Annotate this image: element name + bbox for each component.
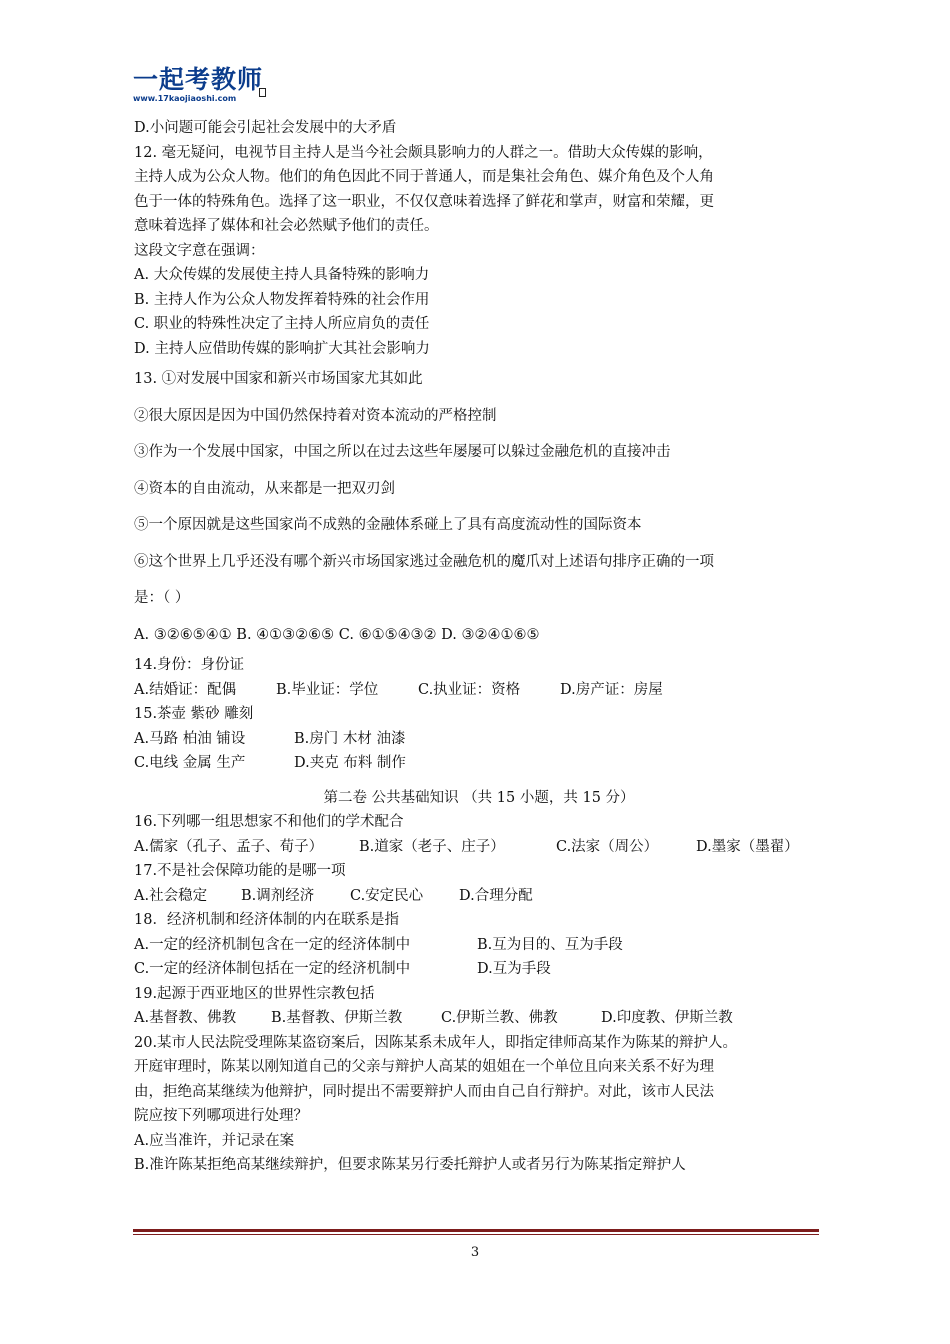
q20-option-a: A.应当准许，并记录在案	[134, 1132, 295, 1149]
q16-option-b: B.道家（老子、庄子）	[359, 838, 505, 855]
q16-option-a: A.儒家（孔子、孟子、荀子）	[134, 838, 324, 855]
q18-option-c: C.一定的经济体制包括在一定的经济机制中	[134, 961, 411, 977]
q15-options-row-2	[134, 751, 824, 776]
q19-stem: 19.起源于西亚地区的世界性宗教包括	[134, 985, 375, 1002]
logo-text: 一起考教师	[133, 65, 264, 94]
q12-option-c: C. 职业的特殊性决定了主持人所应肩负的责任	[134, 316, 430, 332]
q15-option-a: A.马路 柏油 铺设	[134, 730, 246, 747]
document-body	[134, 116, 824, 1178]
q13-line-3: ③作为一个发展中国家，中国之所以在过去这些年屡屡可以躲过金融危机的直接冲击	[134, 444, 671, 460]
q14-option-b: B.毕业证：学位	[276, 681, 379, 698]
q20-stem-line-2: 开庭审理时，陈某以刚知道自己的父亲与辩护人高某的姐姐在一个单位且向来关系不好为理	[134, 1059, 714, 1075]
q17-options	[134, 884, 824, 909]
footer-rule-thin	[133, 1234, 819, 1235]
q13-line-1: 13. ①对发展中国家和新兴市场国家尤其如此	[134, 371, 423, 387]
q19-option-c: C.伊斯兰教、佛教	[441, 1010, 558, 1026]
q16-stem: 16.下列哪一组思想家不和他们的学术配合	[134, 814, 404, 830]
q12-prompt: 这段文字意在强调：	[134, 242, 265, 259]
q19-options	[134, 1006, 824, 1031]
q19-option-a: A.基督教、佛教	[134, 1010, 237, 1026]
q20-stem-line-1: 20.某市人民法院受理陈某盗窃案后，因陈某系未成年人，即指定律师高某作为陈某的辩护人。	[134, 1034, 738, 1051]
q12-stem-line-3: 色于一体的特殊角色。选择了这一职业，不仅仅意味着选择了鲜花和掌声，财富和荣耀，更	[134, 193, 714, 210]
q12-stem-line-1: 12. 毫无疑问，电视节目主持人是当今社会颇具影响力的人群之一。借助大众传媒的影响，	[134, 144, 713, 161]
q13-line-6: ⑥这个世界上几乎还没有哪个新兴市场国家逃过金融危机的魔爪对上述语句排序正确的一项	[134, 553, 714, 570]
logo-box-glyph	[259, 88, 266, 97]
q14-option-a: A.结婚证：配偶	[134, 681, 237, 698]
q20-stem-line-3: 由，拒绝高某继续为他辩护，同时提出不需要辩护人而由自己自行辩护。对此，该市人民法	[134, 1083, 714, 1100]
q16-option-d: D.墨家（墨翟）	[696, 838, 799, 855]
q14-options	[134, 678, 824, 703]
q15-options-row-1	[134, 727, 824, 752]
q15-stem: 15.茶壶 紫砂 雕刻	[134, 706, 254, 722]
q16-option-c: C.法家（周公）	[556, 838, 659, 855]
q12-option-b: B. 主持人作为公众人物发挥着特殊的社会作用	[134, 291, 430, 308]
q18-option-b: B.互为目的、互为手段	[477, 936, 623, 953]
q20-stem-line-4: 院应按下列哪项进行处理？	[134, 1108, 308, 1124]
q18-option-a: A.一定的经济机制包含在一定的经济体制中	[134, 936, 411, 953]
q18-options-row-1	[134, 933, 824, 958]
section-title: 第二卷 公共基础知识 （共 15 小题，共 15 分）	[323, 789, 635, 806]
q15-option-c: C.电线 金属 生产	[134, 755, 246, 771]
q12-stem-line-2: 主持人成为公众人物。他们的角色因此不同于普通人，而是集社会角色、媒介角色及个人角	[134, 169, 714, 185]
q19-option-b: B.基督教、伊斯兰教	[271, 1010, 403, 1026]
q13-line-5: ⑤一个原因就是这些国家尚不成熟的金融体系碰上了具有高度流动性的国际资本	[134, 517, 642, 533]
q17-option-c: C.安定民心	[350, 887, 424, 904]
q18-options-row-2	[134, 957, 824, 982]
q12-stem-line-4: 意味着选择了媒体和社会必然赋予他们的责任。	[134, 218, 439, 234]
q18-stem: 18．经济机制和经济体制的内在联系是指	[134, 912, 399, 928]
spacer	[134, 776, 824, 786]
q12-option-a: A. 大众传媒的发展使主持人具备特殊的影响力	[134, 267, 430, 283]
q13-line-4: ④资本的自由流动，从来都是一把双刃剑	[134, 480, 395, 497]
q17-option-a: A.社会稳定	[134, 887, 208, 904]
q19-option-d: D.印度教、伊斯兰教	[601, 1010, 733, 1026]
q11-option-d: D.小问题可能会引起社会发展中的大矛盾	[134, 120, 397, 136]
q15-option-d: D.夹克 布料 制作	[294, 755, 406, 771]
q13-line-7: 是：（ ）	[134, 590, 190, 606]
page-number: 3	[470, 1245, 480, 1260]
q14-stem: 14.身份：身份证	[134, 657, 245, 673]
logo	[133, 66, 268, 104]
q14-option-d: D.房产证：房屋	[560, 681, 663, 698]
q17-option-b: B.调剂经济	[241, 887, 315, 904]
q12-option-d: D. 主持人应借助传媒的影响扩大其社会影响力	[134, 340, 430, 357]
q15-option-b: B.房门 木材 油漆	[294, 730, 406, 747]
logo-url: www.17kaojiaoshi.com	[133, 94, 237, 103]
q14-option-c: C.执业证：资格	[418, 681, 521, 698]
q17-option-d: D.合理分配	[459, 887, 533, 904]
q20-option-b: B.准许陈某拒绝高某继续辩护，但要求陈某另行委托辩护人或者另行为陈某指定辩护人	[134, 1157, 686, 1173]
q13-options: A. ③②⑥⑤④① B. ④①③②⑥⑤ C. ⑥①⑤④③② D. ③②④①⑥⑤	[134, 626, 540, 643]
q17-stem: 17.不是社会保障功能的是哪一项	[134, 863, 346, 879]
footer-rule-thick	[133, 1229, 819, 1232]
q18-option-d: D.互为手段	[477, 961, 551, 977]
q13-line-2: ②很大原因是因为中国仍然保持着对资本流动的严格控制	[134, 407, 497, 424]
q16-options	[134, 835, 824, 860]
